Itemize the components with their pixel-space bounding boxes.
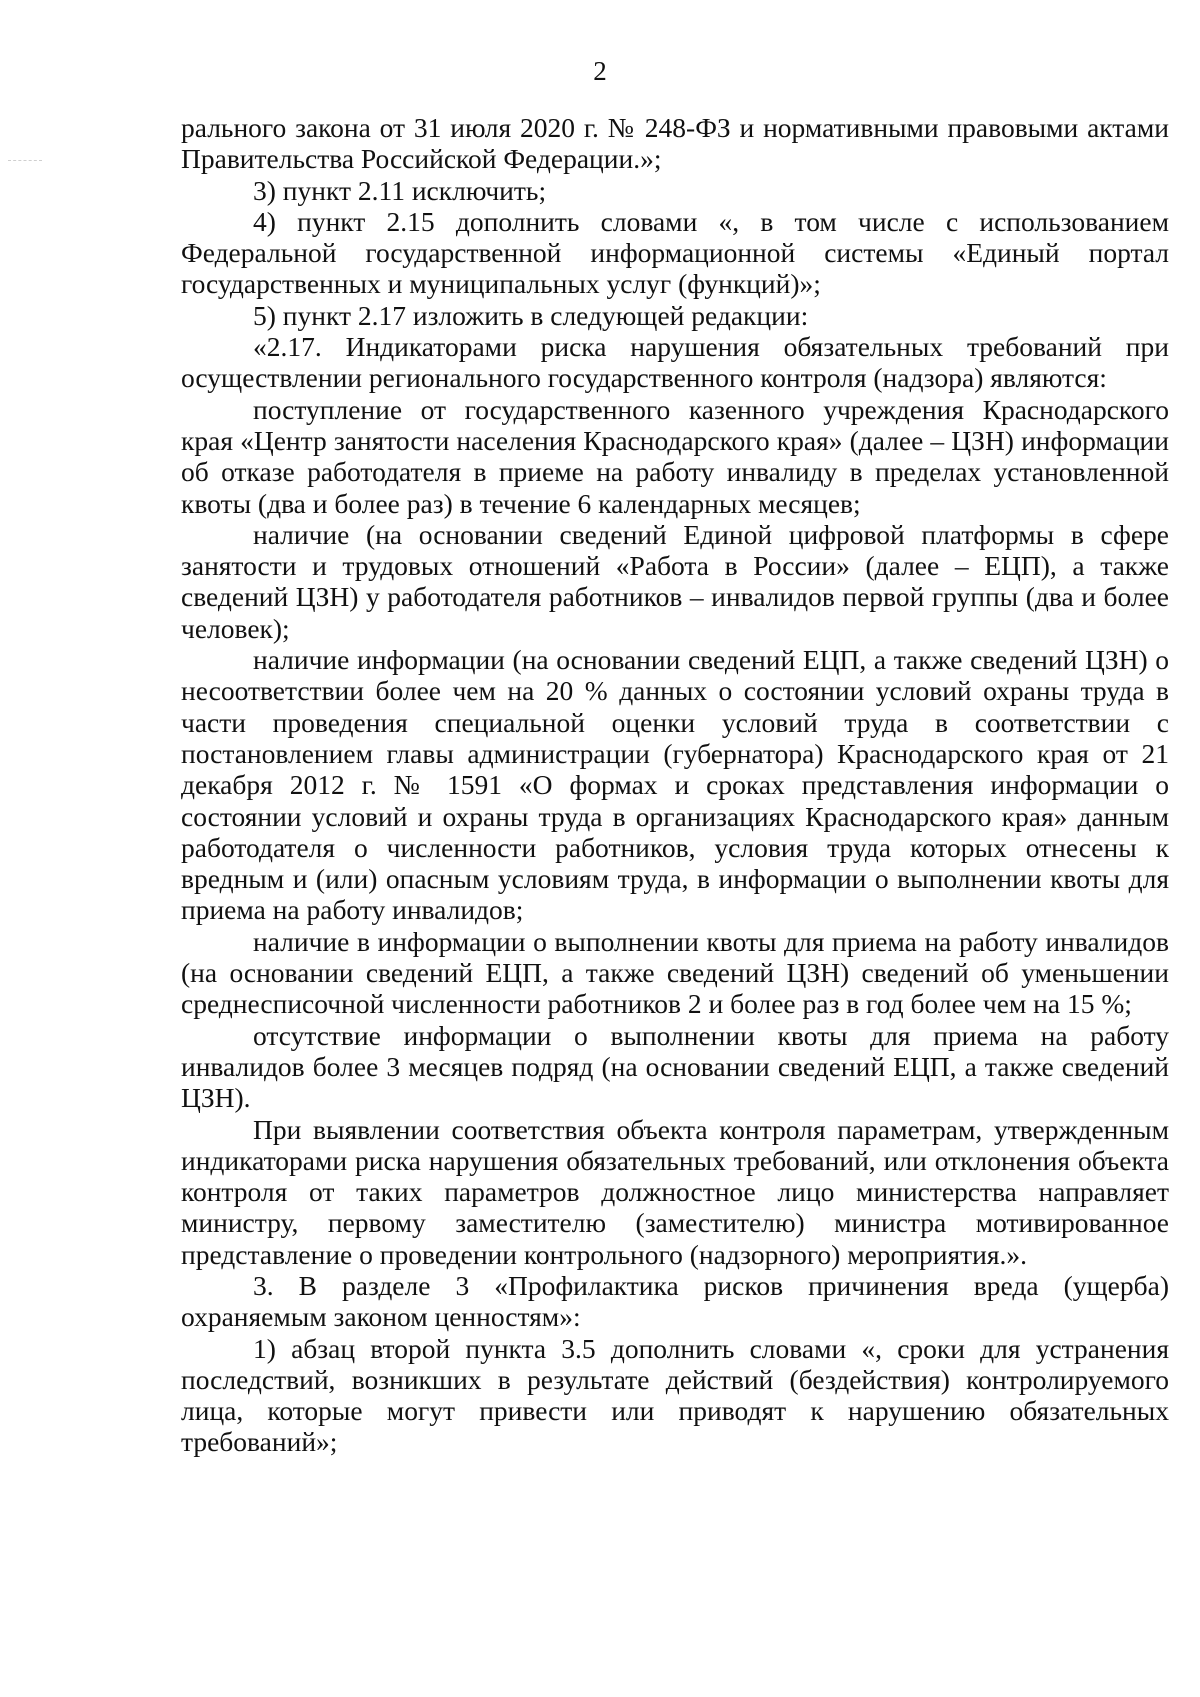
- paragraph-indicator-2: наличие (на основании сведений Единой цифровой платформы в сфере занятости и трудовых отношений «Работа в России» (далее – ЕЦП), а также сведений ЦЗН) у работодателя работников – инвалидов первой группы (два и более человек);: [181, 518, 1169, 644]
- scan-margin-mark: [8, 160, 42, 163]
- paragraph-item-4: 4) пункт 2.15 дополнить словами «, в том числе с использованием Федеральной государственной информационной системы «Единый портал государственных и муниципальных услуг (функций)»;: [181, 205, 1169, 300]
- page-number: 2: [593, 56, 607, 86]
- document-body: [181, 112, 1169, 1458]
- paragraph-detection-procedure: При выявлении соответствия объекта контроля параметрам, утвержденным индикаторами риска нарушения обязательных требований, или отклонения объекта контроля от таких параметров должностное лицо министерства направляет министру, первому заместителю (заместителю) министра мотивированное представление о проведении контрольного (надзорного) мероприятия.».: [181, 1113, 1169, 1270]
- paragraph-item-3: 3) пункт 2.11 исключить;: [253, 174, 547, 206]
- paragraph-section-3-item-1: 1) абзац второй пункта 3.5 дополнить словами «, сроки для устранения последствий, возникших в результате действий (бездействия) контролируемого лица, которые могут привести или приводят к нарушению обязательных требований»;: [181, 1332, 1169, 1458]
- paragraph-2-17-intro: «2.17. Индикаторами риска нарушения обязательных требований при осуществлении регионального государственного контроля (надзора) являются:: [181, 331, 1169, 394]
- paragraph-indicator-5: отсутствие информации о выполнении квоты для приема на работу инвалидов более 3 месяцев подряд (на основании сведений ЕЦП, а также сведений ЦЗН).: [181, 1019, 1169, 1114]
- paragraph-continuation: рального закона от 31 июля 2020 г. № 248-ФЗ и нормативными правовыми актами Правительства Российской Федерации.»;: [181, 112, 1169, 175]
- paragraph-item-5: 5) пункт 2.17 изложить в следующей редакции:: [253, 299, 809, 331]
- paragraph-section-3: 3. В разделе 3 «Профилактика рисков причинения вреда (ущерба) охраняемым законом ценностям»:: [181, 1269, 1169, 1333]
- paragraph-indicator-4: наличие в информации о выполнении квоты для приема на работу инвалидов (на основании сведений ЕЦП, а также сведений ЦЗН) сведений об уменьшении среднесписочной численности работников 2 и более раз в год более чем на 15 %;: [181, 925, 1169, 1020]
- paragraph-indicator-1: поступление от государственного казенного учреждения Краснодарского края «Центр занятости населения Краснодарского края» (далее – ЦЗН) информации об отказе работодателя в приеме на работу инвалиду в пределах установленной квоты (два и более раз) в течение 6 календарных месяцев;: [181, 393, 1169, 519]
- paragraph-indicator-3: наличие информации (на основании сведений ЕЦП, а также сведений ЦЗН) о несоответствии более чем на 20 % данных о состоянии условий охраны труда в части проведения специальной оценки условий труда в соответствии с постановлением главы администрации (губернатора) Краснодарского края от 21 декабря 2012 г. № 1591 «О формах и сроках представления информации о состоянии условий и охраны труда в организациях Краснодарского края» данным работодателя о численности работников, условия труда которых отнесены к вредным и (или) опасным условиям труда, в информации о выполнении квоты для приема на работу инвалидов;: [181, 644, 1169, 926]
